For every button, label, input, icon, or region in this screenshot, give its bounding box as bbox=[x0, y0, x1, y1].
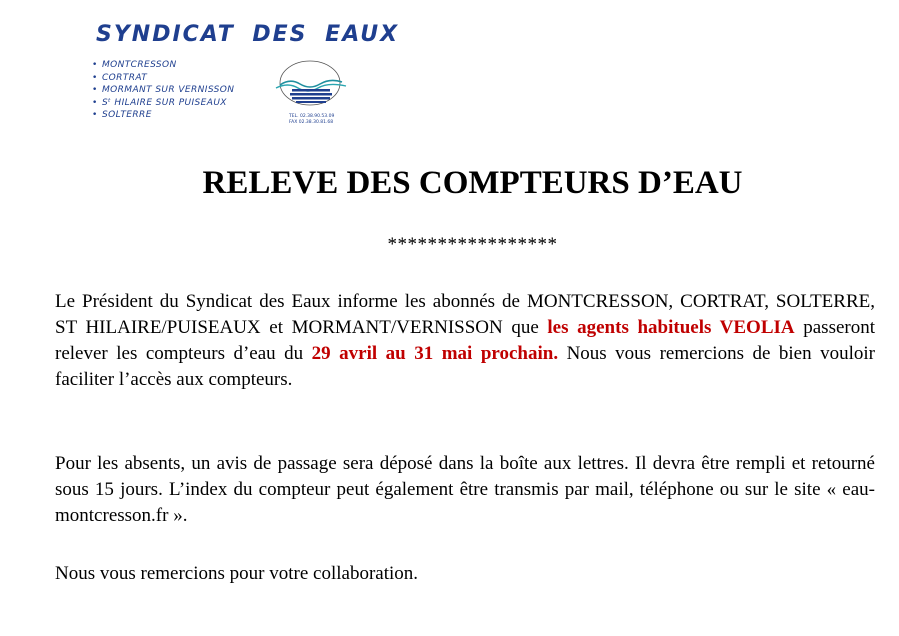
commune-item bbox=[92, 72, 234, 85]
commune-name: MORMANT SUR VERNISSON bbox=[102, 85, 235, 95]
page-title: RELEVE DES COMPTEURS D’EAU bbox=[202, 165, 743, 201]
paragraph-text: Nous vous remercions de bien vouloir faciliter l’accès aux compteurs. bbox=[55, 343, 875, 390]
highlight-agents: les agents habituels VEOLIA bbox=[547, 317, 795, 338]
bullet-icon: • bbox=[92, 85, 98, 95]
commune-list bbox=[92, 59, 234, 122]
highlight-dates: 29 avril au 31 mai prochain. bbox=[311, 343, 559, 364]
paragraph-text: Le Président du Syndicat des Eaux informe les abonnés de MONTCRESSON, CORTRAT, SOLTERRE, ST HILAIRE/PUISEAUX et MORMANT/VERNISSON que bbox=[55, 291, 875, 338]
bullet-icon: • bbox=[92, 110, 98, 120]
commune-name: SOLTERRE bbox=[102, 110, 152, 120]
commune-item bbox=[92, 109, 234, 122]
absentees-paragraph: Pour les absents, un avis de passage sera déposé dans la boîte aux lettres. Il devra être rempli et retourné sous 15 jours. L’index du compteur peut également être transmis par mail, téléphone ou sur le site « eau-montcresson.fr ». bbox=[55, 453, 875, 526]
bullet-icon: • bbox=[92, 60, 98, 70]
telephone-number: TEL. 02.38.90.53.09 bbox=[289, 114, 335, 119]
organization-name: SYNDICAT DES EAUX bbox=[96, 22, 400, 47]
commune-name: MONTCRESSON bbox=[102, 60, 177, 70]
commune-item bbox=[92, 97, 234, 110]
water-waves-logo-icon bbox=[270, 58, 350, 108]
closing-paragraph: Nous vous remercions pour votre collaboration. bbox=[55, 563, 419, 584]
fax-number: FAX 02.38.30.81.68 bbox=[289, 120, 334, 125]
bullet-icon: • bbox=[92, 72, 98, 83]
bullet-icon: • bbox=[92, 97, 98, 108]
commune-name: Sᵗ HILAIRE SUR PUISEAUX bbox=[102, 97, 227, 108]
asterisk-separator: ***************** bbox=[387, 234, 558, 255]
commune-item bbox=[92, 84, 234, 97]
commune-item bbox=[92, 59, 234, 72]
paragraph-text: passeront relever les compteurs d’eau du bbox=[55, 317, 876, 364]
contact-info bbox=[289, 114, 334, 126]
commune-name: CORTRAT bbox=[102, 72, 148, 83]
announcement-paragraph bbox=[55, 289, 875, 393]
